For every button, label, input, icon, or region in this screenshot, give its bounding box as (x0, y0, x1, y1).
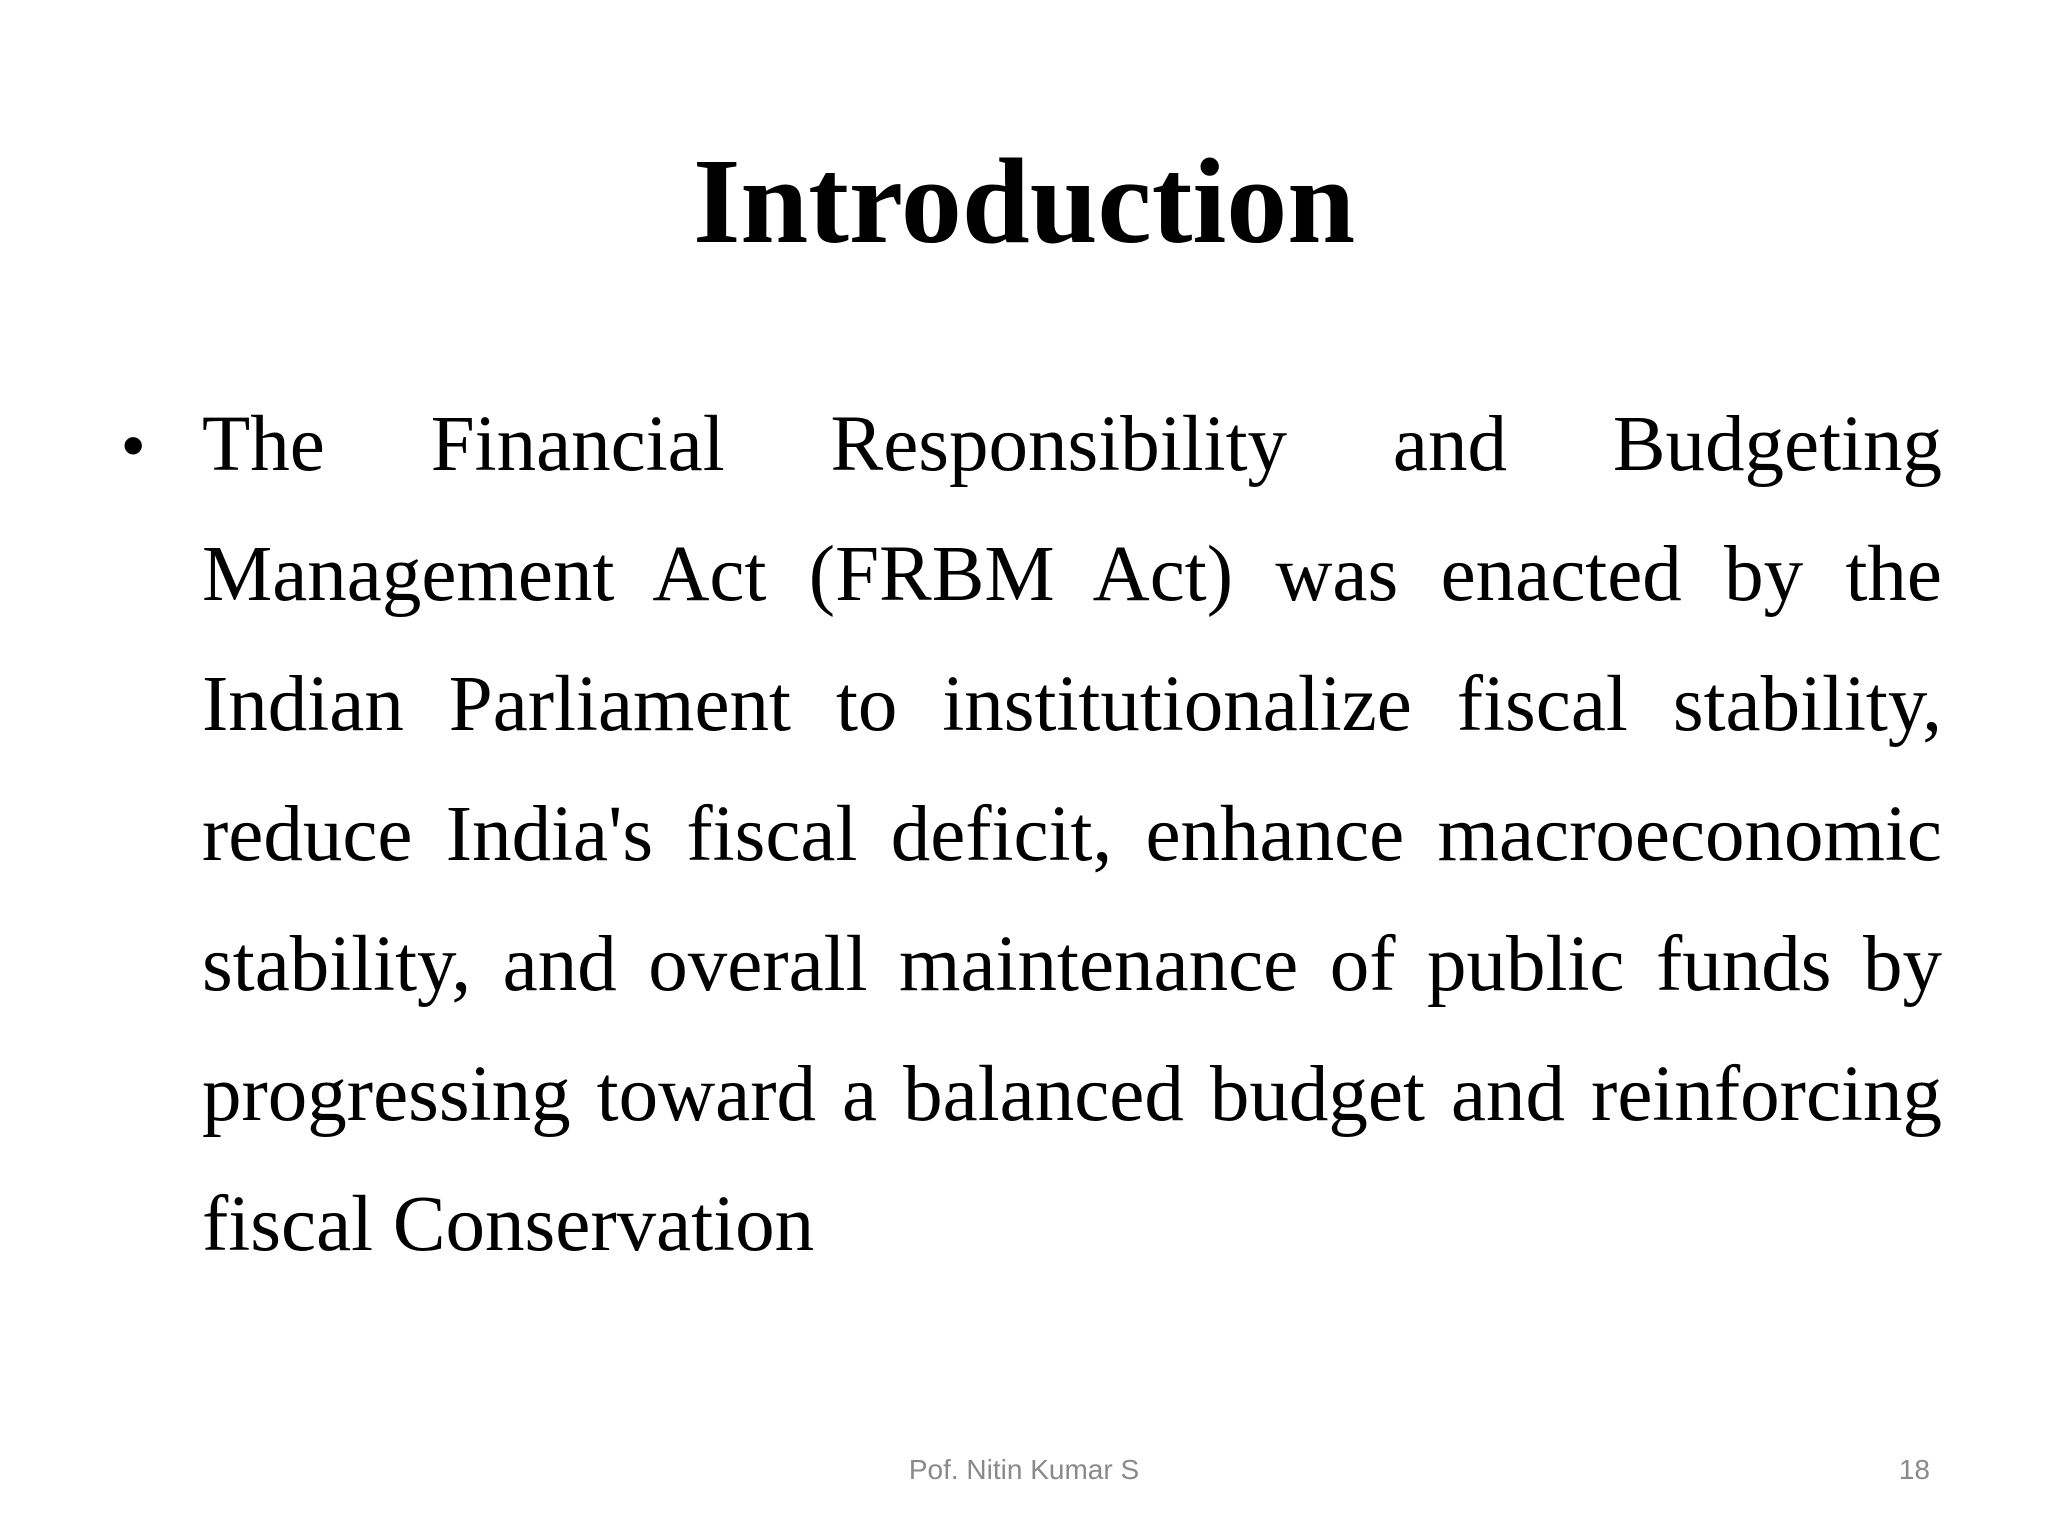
bullet-list (112, 380, 1942, 1290)
page-number: 18 (1898, 1454, 1930, 1485)
footer-author: Pof. Nitin Kumar S (908, 1454, 1140, 1485)
bullet-text: The Financial Responsibility and Budgeting Management Act (FRBM Act) was enacted by the Indian Parliament to institutionalize fiscal stability, reduce India's fiscal deficit, enhance macroeconomic stability, and overall maintenance of public funds by progressing toward a balanced budget and reinforcing fiscal Conservation (202, 401, 1942, 1268)
list-item (112, 380, 1942, 1290)
bullet-icon: • (122, 409, 145, 481)
slide-title: Introduction (692, 134, 1356, 269)
